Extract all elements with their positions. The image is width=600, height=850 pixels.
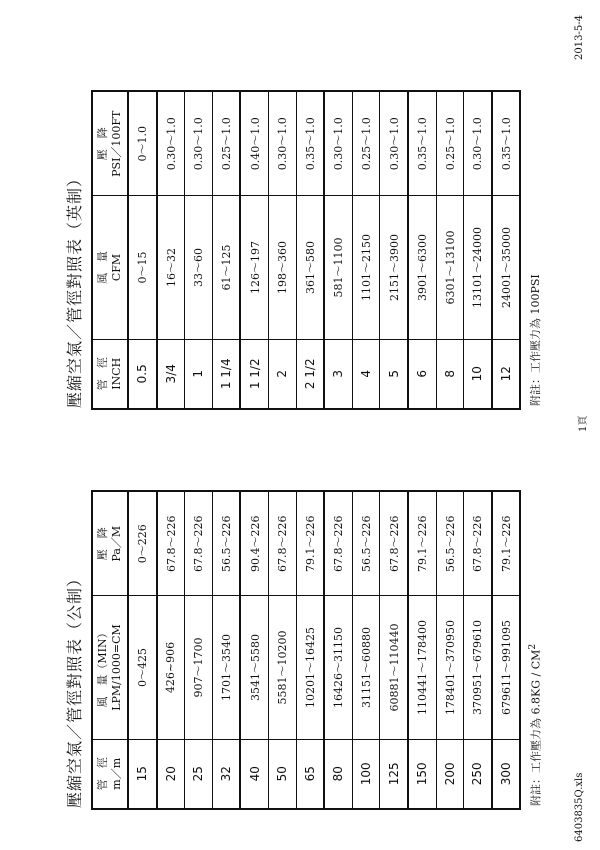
metric-header-line: 壓 降 [96, 527, 109, 561]
imperial-header-unit: INCH [110, 357, 123, 390]
metric-note-text: 附註：工作壓力為 6.8KG / CM [529, 649, 543, 806]
metric-table-row [436, 491, 464, 809]
imperial-header-row [92, 91, 128, 409]
imperial-table-row [268, 91, 296, 409]
metric-pipe-size-cell: 125 [380, 739, 408, 809]
imperial-flow-cell: 581～1100 [324, 196, 352, 339]
imperial-pressure-drop-cell: 0.30～1.0 [464, 91, 492, 196]
imperial-pressure-drop-cell: 0～1.0 [128, 91, 157, 196]
imperial-flow-cell: 6301～13100 [436, 196, 464, 339]
metric-flow-cell: 0～425 [128, 596, 157, 739]
imperial-pipe-size-cell: 6 [408, 339, 436, 409]
metric-section [62, 490, 544, 810]
imperial-flow-cell: 1101～2150 [352, 196, 380, 339]
metric-table-row [464, 491, 492, 809]
imperial-flow-cell: 0～15 [128, 196, 157, 339]
imperial-flow-cell: 61～125 [212, 196, 240, 339]
imperial-pressure-drop-cell: 0.35～1.0 [492, 91, 521, 196]
imperial-table-row [352, 91, 380, 409]
imperial-flow-cell: 13101～24000 [464, 196, 492, 339]
imperial-title: 壓縮空氣／管徑對照表（英制） [65, 169, 84, 408]
metric-flow-cell: 426~906 [157, 596, 185, 739]
imperial-table-row [240, 91, 268, 409]
imperial-header-line: 風 量 [96, 251, 109, 284]
metric-flow-cell: 679611～991095 [492, 596, 521, 739]
metric-pipe-size-cell: 20 [157, 739, 185, 809]
imperial-pressure-drop-cell: 0.30～1.0 [380, 91, 408, 196]
metric-note [527, 490, 544, 806]
metric-pressure-drop-cell: 67.8～226 [324, 491, 352, 596]
imperial-pipe-size-cell: 1 1/2 [240, 339, 268, 409]
metric-flow-cell: 16426～31150 [324, 596, 352, 739]
imperial-table-row [296, 91, 324, 409]
metric-flow-cell: 370951～679610 [464, 596, 492, 739]
metric-title: 壓縮空氣／管徑對照表（公制） [65, 569, 84, 808]
imperial-pressure-drop-cell: 0.35～1.0 [408, 91, 436, 196]
metric-table [91, 490, 521, 810]
metric-table-row [157, 491, 185, 809]
imperial-section [62, 90, 543, 410]
imperial-header-pressure-drop [92, 91, 128, 196]
metric-header-flow [92, 596, 128, 739]
metric-note-superscript: 2 [527, 643, 539, 650]
imperial-header-line: 壓 降 [96, 127, 109, 161]
metric-flow-cell: 178401～370950 [436, 596, 464, 739]
metric-pipe-size-cell: 15 [128, 739, 157, 809]
imperial-pressure-drop-cell: 0.30～1.0 [268, 91, 296, 196]
metric-pressure-drop-cell: 67.8～226 [464, 491, 492, 596]
metric-table-body [128, 491, 520, 809]
imperial-pipe-size-cell: 10 [464, 339, 492, 409]
imperial-table-row [157, 91, 185, 409]
metric-table-row [324, 491, 352, 809]
metric-flow-cell: 10201～16425 [296, 596, 324, 739]
imperial-header-unit: CFM [110, 253, 123, 282]
metric-pipe-size-cell: 100 [352, 739, 380, 809]
metric-pressure-drop-cell: 79.1～226 [492, 491, 521, 596]
imperial-header-line: 管 徑 [96, 357, 109, 391]
metric-table-row [128, 491, 157, 809]
metric-pressure-drop-cell: 56.5～226 [352, 491, 380, 596]
metric-table-row [380, 491, 408, 809]
imperial-pressure-drop-cell: 0.30～1.0 [157, 91, 185, 196]
imperial-pipe-size-cell: 0.5 [128, 339, 157, 409]
imperial-note: 附註：工作壓力為 100PSI [529, 274, 543, 406]
metric-table-row [408, 491, 436, 809]
imperial-table-row [128, 91, 157, 409]
metric-flow-cell: 31151～60880 [352, 596, 380, 739]
metric-pipe-size-cell: 80 [324, 739, 352, 809]
metric-table-row [212, 491, 240, 809]
imperial-flow-cell: 198～360 [268, 196, 296, 339]
imperial-table-row [436, 91, 464, 409]
imperial-pipe-size-cell: 2 [268, 339, 296, 409]
imperial-pressure-drop-cell: 0.40～1.0 [240, 91, 268, 196]
metric-flow-cell: 3541～5580 [240, 596, 268, 739]
metric-header-pressure-drop [92, 491, 128, 596]
metric-pipe-size-cell: 250 [464, 739, 492, 809]
metric-pressure-drop-cell: 67.8～226 [268, 491, 296, 596]
imperial-pressure-drop-cell: 0.30～1.0 [185, 91, 213, 196]
metric-pipe-size-cell: 300 [492, 739, 521, 809]
metric-pipe-size-cell: 40 [240, 739, 268, 809]
imperial-table-row [185, 91, 213, 409]
metric-flow-cell: 907～1700 [185, 596, 213, 739]
imperial-pipe-size-cell: 8 [436, 339, 464, 409]
metric-pipe-size-cell: 25 [185, 739, 213, 809]
imperial-header-flow [92, 196, 128, 339]
imperial-pipe-size-cell: 1 1/4 [212, 339, 240, 409]
imperial-flow-cell: 3901～6300 [408, 196, 436, 339]
footer-filename: 6403835Q.xls [574, 772, 585, 842]
imperial-table-row [464, 91, 492, 409]
metric-header-row [92, 491, 128, 809]
footer-date: 2013-5-4 [574, 15, 585, 60]
imperial-table-row [380, 91, 408, 409]
imperial-pipe-size-cell: 1 [185, 339, 213, 409]
imperial-pipe-size-cell: 12 [492, 339, 521, 409]
metric-header-unit: Pa／M [110, 525, 123, 562]
metric-pressure-drop-cell: 0～226 [128, 491, 157, 596]
metric-table-row [352, 491, 380, 809]
imperial-pipe-size-cell: 4 [352, 339, 380, 409]
metric-flow-cell: 60881～110440 [380, 596, 408, 739]
imperial-header-pipe-size [92, 339, 128, 409]
metric-pressure-drop-cell: 79.1～226 [296, 491, 324, 596]
imperial-pressure-drop-cell: 0.25～1.0 [436, 91, 464, 196]
imperial-flow-cell: 16～32 [157, 196, 185, 339]
metric-flow-cell: 5581～10200 [268, 596, 296, 739]
metric-header-line: 管 徑 [96, 757, 109, 791]
imperial-flow-cell: 361～580 [296, 196, 324, 339]
metric-pressure-drop-cell: 67.8～226 [185, 491, 213, 596]
metric-pressure-drop-cell: 67.8～226 [157, 491, 185, 596]
metric-header-pipe-size [92, 739, 128, 809]
imperial-table-body [128, 91, 520, 409]
metric-pipe-size-cell: 150 [408, 739, 436, 809]
metric-pressure-drop-cell: 56.5～226 [212, 491, 240, 596]
metric-header-line: 風 量（MIN） [96, 627, 109, 708]
imperial-table-row [212, 91, 240, 409]
metric-header-unit: LPM/1000=CM [110, 624, 123, 711]
imperial-header-unit: PSI／100FT [110, 110, 123, 177]
imperial-table-row [492, 91, 521, 409]
imperial-flow-cell: 2151～3900 [380, 196, 408, 339]
metric-flow-cell: 1701～3540 [212, 596, 240, 739]
metric-pressure-drop-cell: 79.1～226 [408, 491, 436, 596]
metric-table-row [296, 491, 324, 809]
imperial-pipe-size-cell: 3/4 [157, 339, 185, 409]
imperial-table-row [408, 91, 436, 409]
metric-pressure-drop-cell: 67.8～226 [380, 491, 408, 596]
metric-flow-cell: 110441～178400 [408, 596, 436, 739]
metric-pressure-drop-cell: 56.5～226 [436, 491, 464, 596]
imperial-pipe-size-cell: 2 1/2 [296, 339, 324, 409]
metric-pipe-size-cell: 200 [436, 739, 464, 809]
imperial-flow-cell: 126～197 [240, 196, 268, 339]
imperial-pipe-size-cell: 5 [380, 339, 408, 409]
metric-table-row [240, 491, 268, 809]
metric-pipe-size-cell: 50 [268, 739, 296, 809]
imperial-table [91, 90, 521, 410]
imperial-flow-cell: 24001～35000 [492, 196, 521, 339]
imperial-pressure-drop-cell: 0.25～1.0 [212, 91, 240, 196]
imperial-pressure-drop-cell: 0.25～1.0 [352, 91, 380, 196]
imperial-pressure-drop-cell: 0.30～1.0 [324, 91, 352, 196]
imperial-table-row [324, 91, 352, 409]
metric-table-row [268, 491, 296, 809]
metric-pipe-size-cell: 65 [296, 739, 324, 809]
footer-page-number: 1頁 [578, 415, 589, 432]
imperial-pressure-drop-cell: 0.35～1.0 [296, 91, 324, 196]
metric-table-row [185, 491, 213, 809]
metric-table-row [492, 491, 521, 809]
imperial-pipe-size-cell: 3 [324, 339, 352, 409]
metric-pressure-drop-cell: 90.4～226 [240, 491, 268, 596]
imperial-flow-cell: 33～60 [185, 196, 213, 339]
metric-header-unit: m／m [110, 757, 123, 790]
metric-pipe-size-cell: 32 [212, 739, 240, 809]
